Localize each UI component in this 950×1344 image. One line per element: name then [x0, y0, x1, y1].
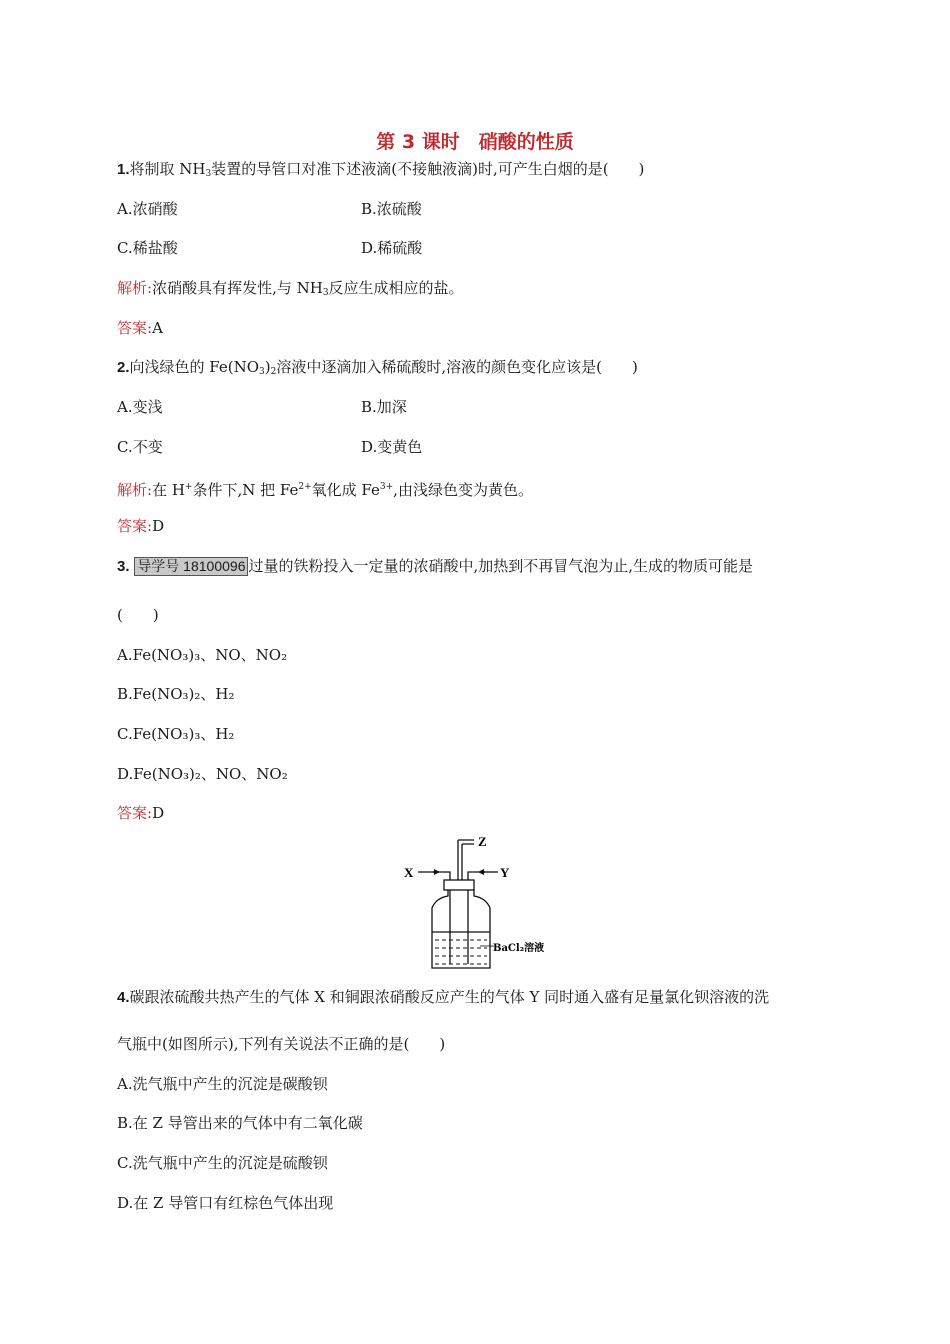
q2-option-d: D.变黄色 — [361, 438, 423, 456]
q1-options-cd — [117, 238, 423, 258]
q1-stem: 1.将制取 $NH_3$装置的导管口对准下述液滴(不接触液滴)时,可产生白烟的是( ) — [117, 160, 645, 179]
q2-analysis-a: 在 H — [152, 481, 185, 499]
q1-stem-a: 将制取 NH — [129, 160, 206, 178]
page-title: 第 3 课时 硝酸的性质 — [376, 131, 574, 153]
q2-number: 2. — [117, 359, 130, 376]
q4-stem-1: 碳跟浓硫酸共热产生的气体 X 和铜跟浓硝酸反应产生的气体 Y 同时通入盛有足量氯化钡溶液的洗 — [129, 988, 770, 1006]
q1-option-a: A.浓硝酸 — [117, 200, 178, 218]
label-y: Y — [500, 865, 510, 880]
q3-id-box[interactable]: 导学号 18100096 — [134, 557, 248, 576]
q4-option-d: D.在 Z 导管口有红棕色气体出现 — [117, 1194, 334, 1212]
q3-option-b: B.Fe(NO₃)₂、H₂ — [117, 685, 235, 703]
q4-stem-2: 气瓶中(如图所示),下列有关说法不正确的是( ) — [117, 1035, 446, 1053]
q2-answer-label: 答案: — [117, 517, 153, 535]
q1-number: 1. — [117, 161, 130, 178]
q3-number: 3. — [117, 558, 130, 575]
q1-answer-label: 答案: — [117, 319, 153, 337]
q4-option-b: B.在 Z 导管出来的气体中有二氧化碳 — [117, 1114, 363, 1132]
q2-stem-a: 向浅绿色的 Fe(NO — [129, 358, 260, 376]
q3-stem-text: 过量的铁粉投入一定量的浓硝酸中,加热到不再冒气泡为止,生成的物质可能是 — [248, 557, 754, 575]
q2-option-b: B.加深 — [361, 398, 407, 416]
q1-analysis-a: 浓硝酸具有挥发性,与 NH — [152, 279, 323, 297]
q2-analysis: 解析:在 H+条件下,N 把 $Fe^{2+}$氧化成 $Fe^{3+}$,由浅绿色变为黄色。 — [117, 481, 533, 499]
q2-answer-value: D — [152, 517, 165, 535]
q2-options-ab — [117, 397, 407, 417]
q3-answer-label: 答案: — [117, 804, 153, 822]
q1-option-d: D.稀硫酸 — [361, 239, 423, 257]
q1-analysis: 解析:浓硝酸具有挥发性,与 $NH_3$反应生成相应的盐。 — [117, 279, 464, 298]
q1-analysis-b: 反应生成相应的盐。 — [328, 279, 464, 297]
q2-options-cd — [117, 437, 423, 457]
q2-stem: 2.向浅绿色的 $Fe(NO_3)_2$溶液中逐滴加入稀硫酸时,溶液的颜色变化应该是( ) — [117, 358, 638, 377]
q4-stem-line1 — [117, 987, 769, 1008]
q2-answer — [117, 516, 164, 536]
label-solution: BaCl₂溶液 — [493, 943, 545, 954]
q4-option-a: A.洗气瓶中产生的沉淀是碳酸钡 — [117, 1075, 328, 1093]
label-z: Z — [478, 834, 487, 849]
wash-bottle-figure — [398, 834, 558, 974]
q2-analysis-label: 解析: — [117, 481, 153, 499]
q1-analysis-label: 解析: — [117, 279, 153, 297]
q2-stem-b: 溶液中逐滴加入稀硫酸时,溶液的颜色变化应该是( ) — [276, 358, 638, 376]
q2-analysis-d: ,由浅绿色变为黄色。 — [393, 481, 533, 499]
q4-number: 4. — [117, 989, 130, 1006]
q1-option-c: C.稀盐酸 — [117, 239, 178, 257]
q3-paren: ( ) — [117, 606, 159, 624]
q2-analysis-b: 条件下,N 把 Fe — [192, 481, 299, 499]
q3-answer-value: D — [152, 804, 165, 822]
q3-stem — [117, 556, 753, 577]
q4-option-c: C.洗气瓶中产生的沉淀是硫酸钡 — [117, 1154, 328, 1172]
q2-option-a: A.变浅 — [117, 398, 163, 416]
q3-answer — [117, 803, 164, 823]
q2-option-c: C.不变 — [117, 438, 163, 456]
q2-analysis-c: 氧化成 Fe — [311, 481, 380, 499]
q1-options-ab — [117, 199, 422, 219]
q1-answer-value: A — [152, 319, 163, 337]
q3-option-a: A.Fe(NO₃)₃、NO、NO₂ — [117, 646, 288, 664]
q3-option-d: D.Fe(NO₃)₂、NO、NO₂ — [117, 765, 288, 783]
q1-stem-b: 装置的导管口对准下述液滴(不接触液滴)时,可产生白烟的是( ) — [211, 160, 645, 178]
label-x: X — [404, 865, 414, 880]
q1-answer — [117, 318, 163, 338]
q3-option-c: C.Fe(NO₃)₃、H₂ — [117, 725, 235, 743]
q1-option-b: B.浓硫酸 — [361, 200, 422, 218]
